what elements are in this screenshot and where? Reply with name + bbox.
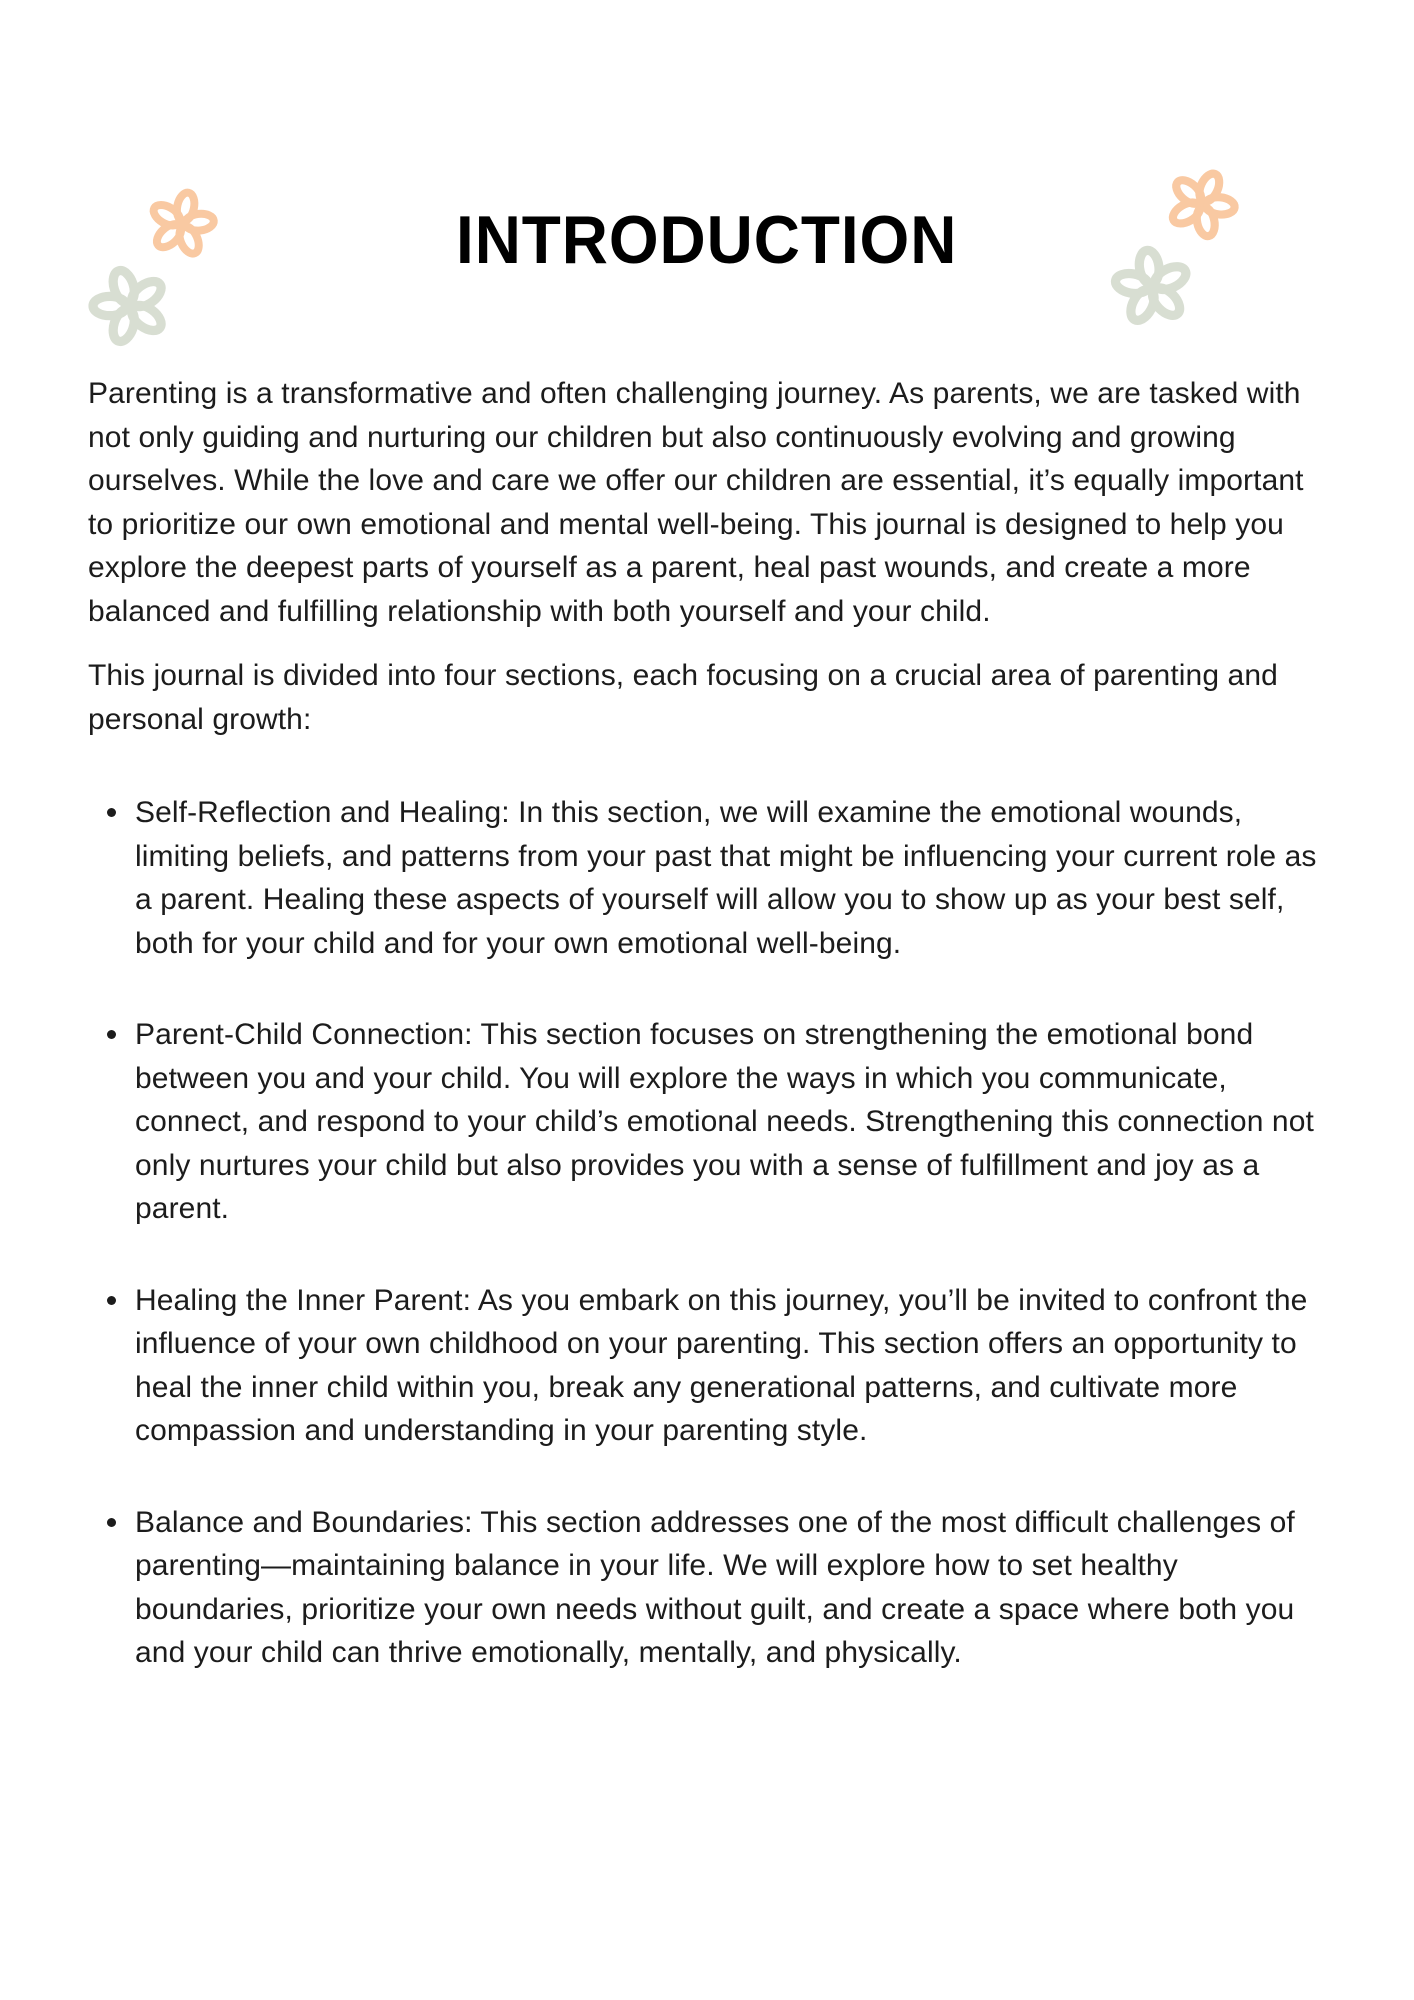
page-title-text: INTRODUCTION <box>456 202 958 278</box>
list-item-text: Parent-Child Connection: This section focuses on strengthening the emotional bond between you and your child. You will explore the ways in which you communicate, connect, and respond to your child’s emotional needs. Strengthening this connection not only nurtures your child but also provides you with a sense of fulfillment and joy as a parent. <box>135 1018 1314 1225</box>
sections-intro-paragraph: This journal is divided into four sections, each focusing on a crucial area of parenting and personal growth: <box>88 659 1278 736</box>
list-item-text: Healing the Inner Parent: As you embark on this journey, you’ll be invited to confront the influence of your own childhood on your parenting. This section offers an opportunity to heal the inner child within you, break any generational patterns, and cultivate more compassion and understanding in your parenting style. <box>135 1283 1308 1447</box>
bullet-icon <box>107 1518 116 1527</box>
list-item-balance-boundaries <box>88 1501 1332 1675</box>
bullet-icon <box>107 1030 116 1039</box>
sections-list <box>88 791 1332 1675</box>
list-item-parent-child-connection <box>88 1013 1332 1231</box>
page-title <box>0 202 1414 278</box>
intro-paragraph: Parenting is a transformative and often challenging journey. As parents, we are tasked with not only guiding and nurturing our children but also continuously evolving and growing ourselves. While the love and care we offer our children are essential, it’s equally important to prioritize our own emotional and mental well-being. This journal is designed to help you explore the deepest parts of yourself as a parent, heal past wounds, and create a more balanced and fulfilling relationship with both yourself and your child. <box>88 377 1304 628</box>
bullet-icon <box>107 1296 116 1305</box>
list-item-text: Balance and Boundaries: This section addresses one of the most difficult challenges of parenting—maintaining balance in your life. We will explore how to set healthy boundaries, prioritize your own needs without guilt, and create a space where both you and your child can thrive emotionally, mentally, and physically. <box>135 1505 1295 1669</box>
list-item-text: Self-Reflection and Healing: In this section, we will examine the emotional wounds, limiting beliefs, and patterns from your past that might be influencing your current role as a parent. Healing these aspects of yourself will allow you to show up as your best self, both for your child and for your own emotional well-being. <box>135 796 1317 960</box>
list-item-healing-inner-parent <box>88 1279 1332 1453</box>
list-item-self-reflection <box>88 791 1332 965</box>
bullet-icon <box>107 808 116 817</box>
page-content <box>88 372 1332 1675</box>
